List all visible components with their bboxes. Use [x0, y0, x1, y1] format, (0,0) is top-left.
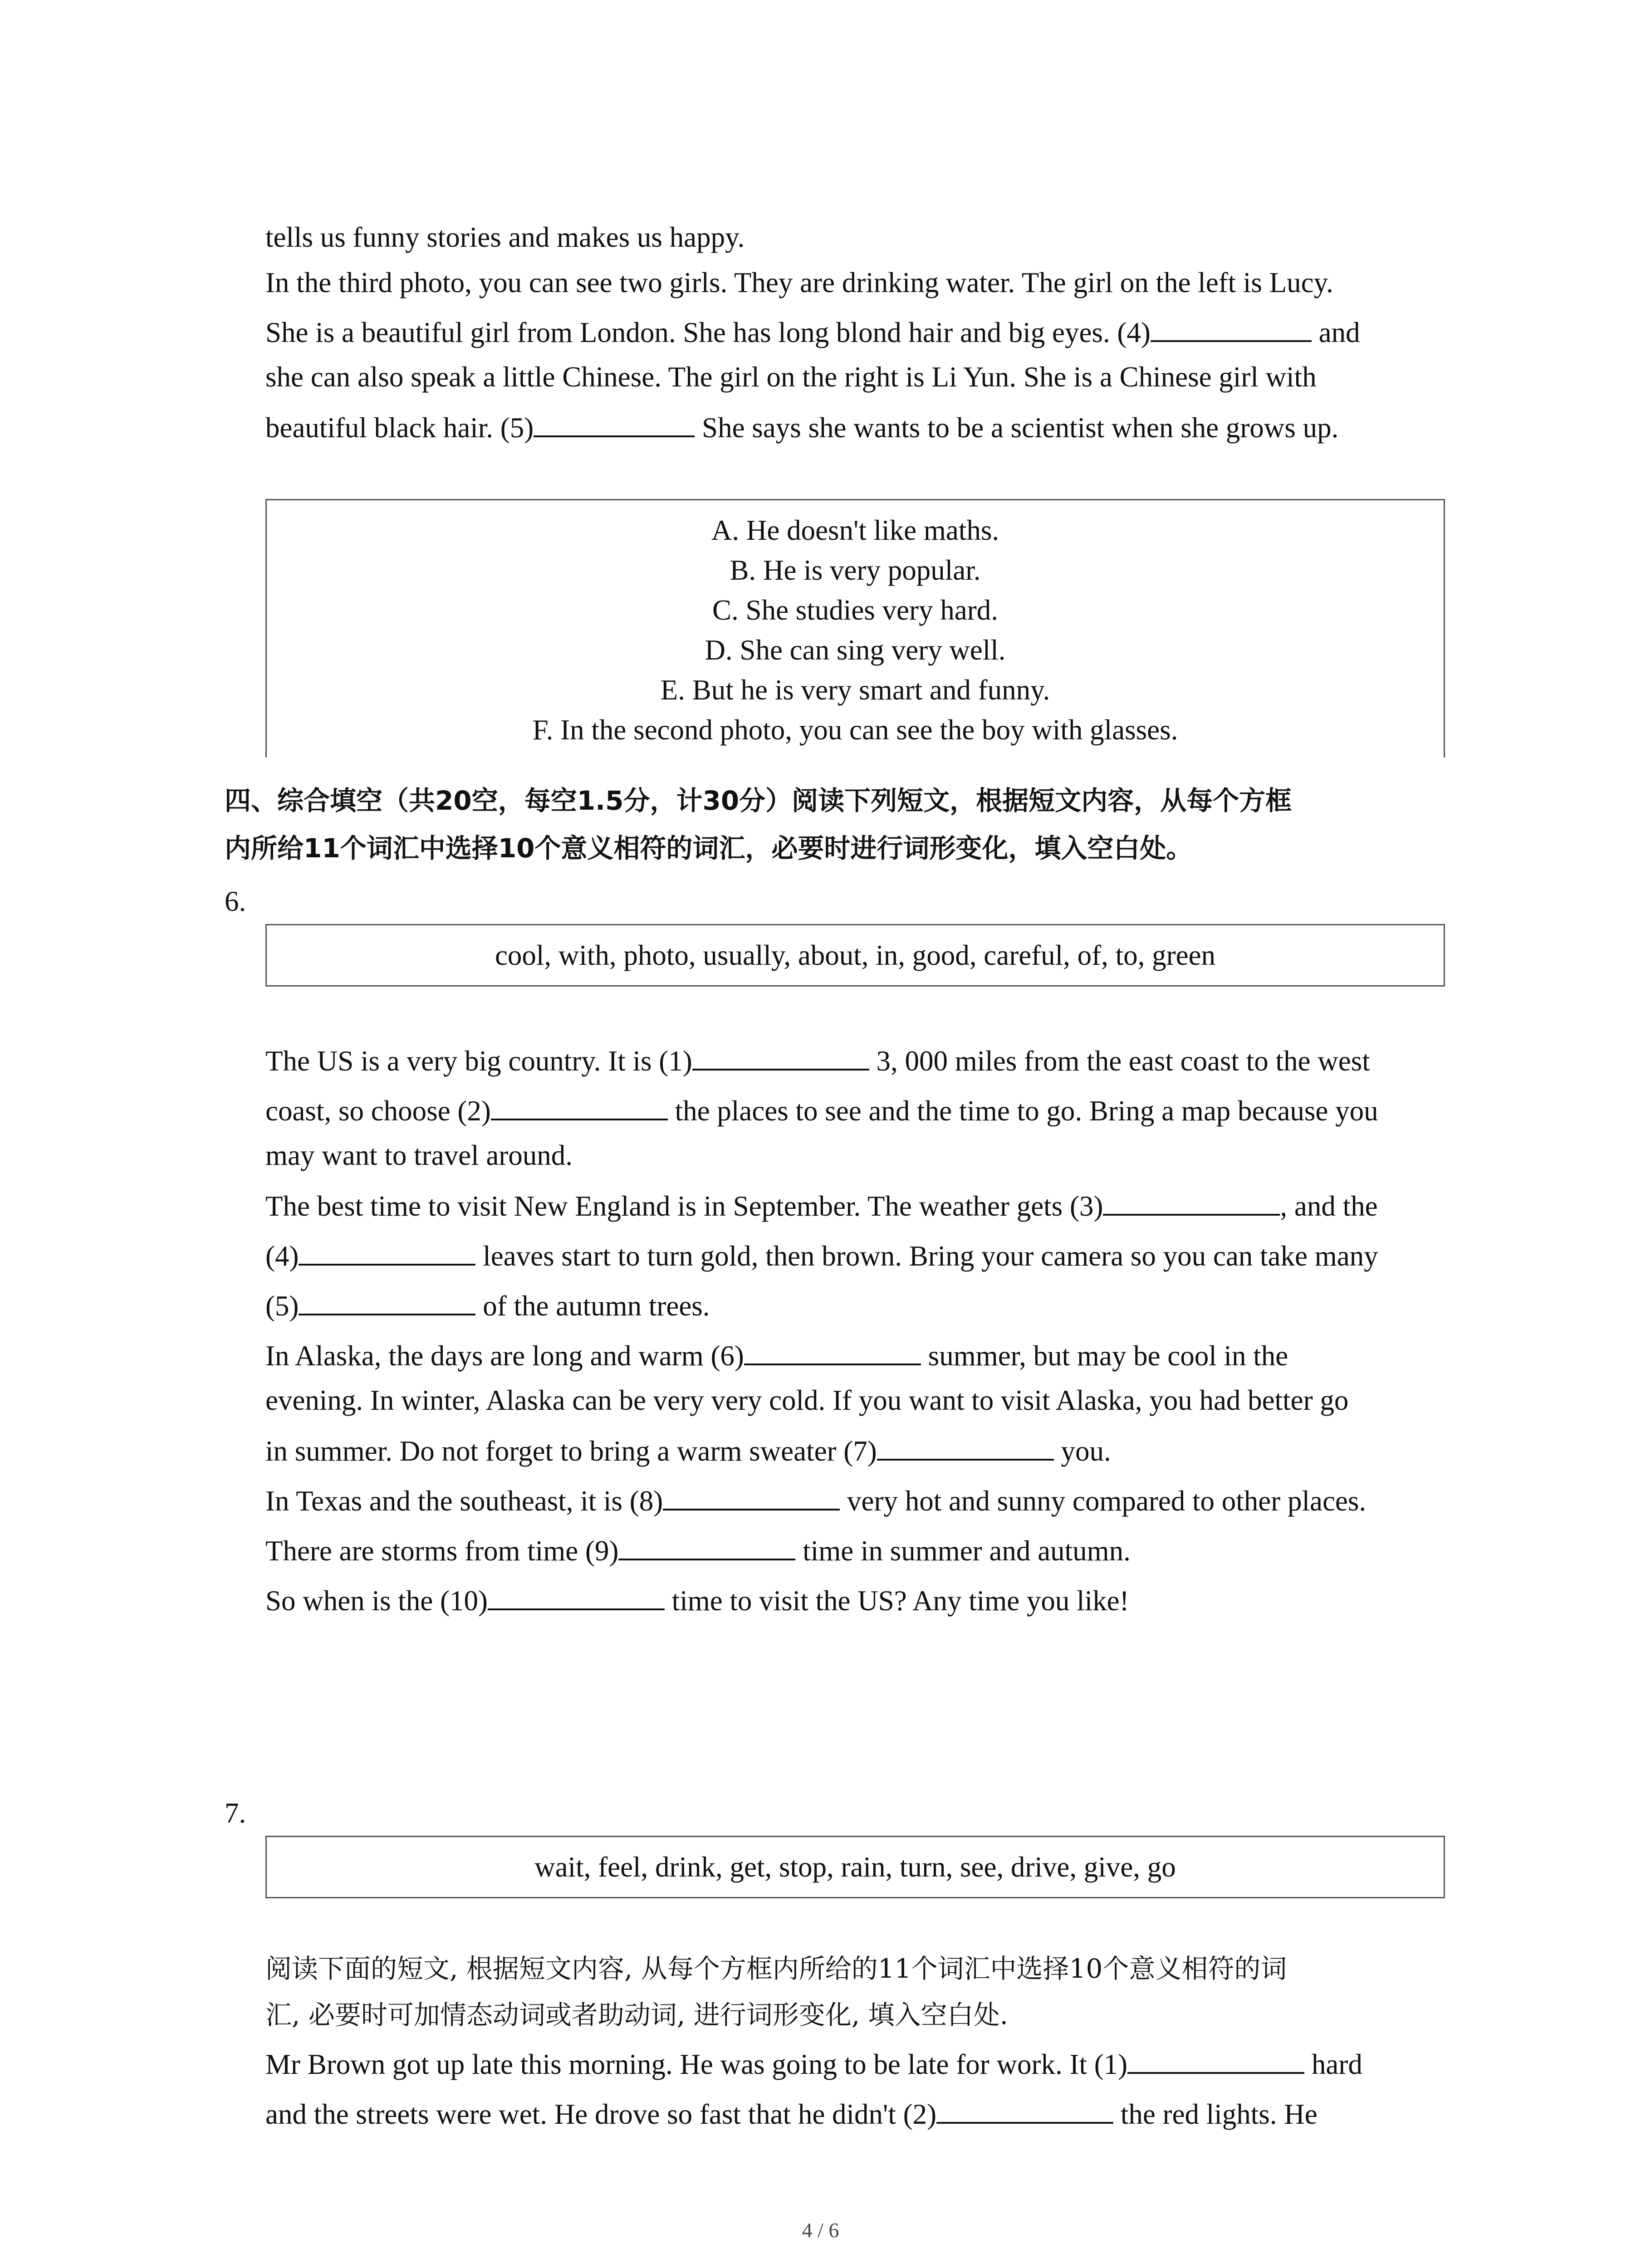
passage-line: So when is the (10) time to visit the US? Any time you like!: [265, 1580, 1129, 1621]
passage-line: In the third photo, you can see two girls. They are drinking water. The girl on the left is Lucy.: [265, 267, 1333, 298]
passage-line: Mr Brown got up late this morning. He was going to be late for work. It (1) hard: [265, 2044, 1362, 2085]
page-number: 4 / 6: [802, 2219, 839, 2242]
option-c: C. She studies very hard.: [712, 594, 998, 626]
passage-line: (5) of the autumn trees.: [265, 1286, 710, 1326]
passage-line: beautiful black hair. (5) She says she wants to be a scientist when she grows up.: [265, 407, 1338, 448]
answer-blank[interactable]: [692, 1041, 869, 1070]
options-box: [265, 499, 1445, 758]
section-heading: 内所给11个词汇中选择10个意义相符的词汇，必要时进行词形变化，填入空白处。: [225, 833, 1193, 864]
option-d: D. She can sing very well.: [705, 634, 1006, 666]
answer-blank[interactable]: [1103, 1186, 1280, 1216]
answer-blank[interactable]: [299, 1286, 475, 1315]
passage-line: The US is a very big country. It is (1) 3, 000 miles from the east coast to the west: [265, 1041, 1370, 1081]
answer-blank[interactable]: [744, 1335, 921, 1365]
passage-line: The best time to visit New England is in September. The weather gets (3) , and the: [265, 1186, 1378, 1227]
passage-line: she can also speak a little Chinese. The girl on the right is Li Yun. She is a Chinese girl with: [265, 361, 1317, 393]
answer-blank[interactable]: [936, 2094, 1113, 2124]
option-f: F. In the second photo, you can see the boy with glasses.: [532, 714, 1178, 746]
answer-blank[interactable]: [491, 1090, 668, 1120]
passage-line: (4) leaves start to turn gold, then brown. Bring your camera so you can take many: [265, 1236, 1378, 1276]
answer-blank[interactable]: [618, 1530, 795, 1560]
question-number: 6.: [225, 885, 246, 917]
word-bank: wait, feel, drink, get, stop, rain, turn, see, drive, give, go: [534, 1851, 1176, 1883]
passage-line: In Texas and the southeast, it is (8) very hot and sunny compared to other places.: [265, 1481, 1366, 1521]
answer-blank[interactable]: [663, 1481, 840, 1510]
question-number: 7.: [225, 1797, 246, 1829]
answer-blank[interactable]: [534, 407, 695, 437]
answer-blank[interactable]: [1127, 2044, 1304, 2074]
option-e: E. But he is very smart and funny.: [660, 674, 1050, 706]
section-heading: 四、综合填空（共20空，每空1.5分，计30分）阅读下列短文，根据短文内容，从每个方框: [225, 785, 1292, 816]
passage-line: tells us funny stories and makes us happy.: [265, 221, 745, 253]
passage-line: coast, so choose (2) the places to see and the time to go. Bring a map because you: [265, 1090, 1378, 1131]
passage-line: In Alaska, the days are long and warm (6) summer, but may be cool in the: [265, 1335, 1288, 1376]
word-bank-box: [265, 1836, 1445, 1898]
answer-blank[interactable]: [488, 1580, 665, 1610]
passage-line: She is a beautiful girl from London. She has long blond hair and big eyes. (4) and: [265, 312, 1360, 353]
answer-blank[interactable]: [877, 1431, 1054, 1461]
answer-blank[interactable]: [299, 1236, 475, 1266]
option-b: B. He is very popular.: [730, 554, 981, 586]
instruction-line: 阅读下面的短文, 根据短文内容, 从每个方框内所给的11个词汇中选择10个意义相符的词: [265, 1953, 1287, 1984]
passage-line: in summer. Do not forget to bring a warm sweater (7) you.: [265, 1431, 1111, 1471]
passage-line: evening. In winter, Alaska can be very very cold. If you want to visit Alaska, you had better go: [265, 1384, 1349, 1416]
word-bank-box: [265, 924, 1445, 987]
passage-line: may want to travel around.: [265, 1139, 573, 1171]
option-a: A. He doesn't like maths.: [711, 514, 999, 546]
answer-blank[interactable]: [1151, 312, 1312, 342]
word-bank: cool, with, photo, usually, about, in, good, careful, of, to, green: [495, 939, 1216, 971]
passage-line: There are storms from time (9) time in summer and autumn.: [265, 1530, 1131, 1571]
passage-line: and the streets were wet. He drove so fast that he didn't (2) the red lights. He: [265, 2094, 1318, 2135]
instruction-line: 汇, 必要时可加情态动词或者助动词, 进行词形变化, 填入空白处.: [265, 1999, 1009, 2030]
